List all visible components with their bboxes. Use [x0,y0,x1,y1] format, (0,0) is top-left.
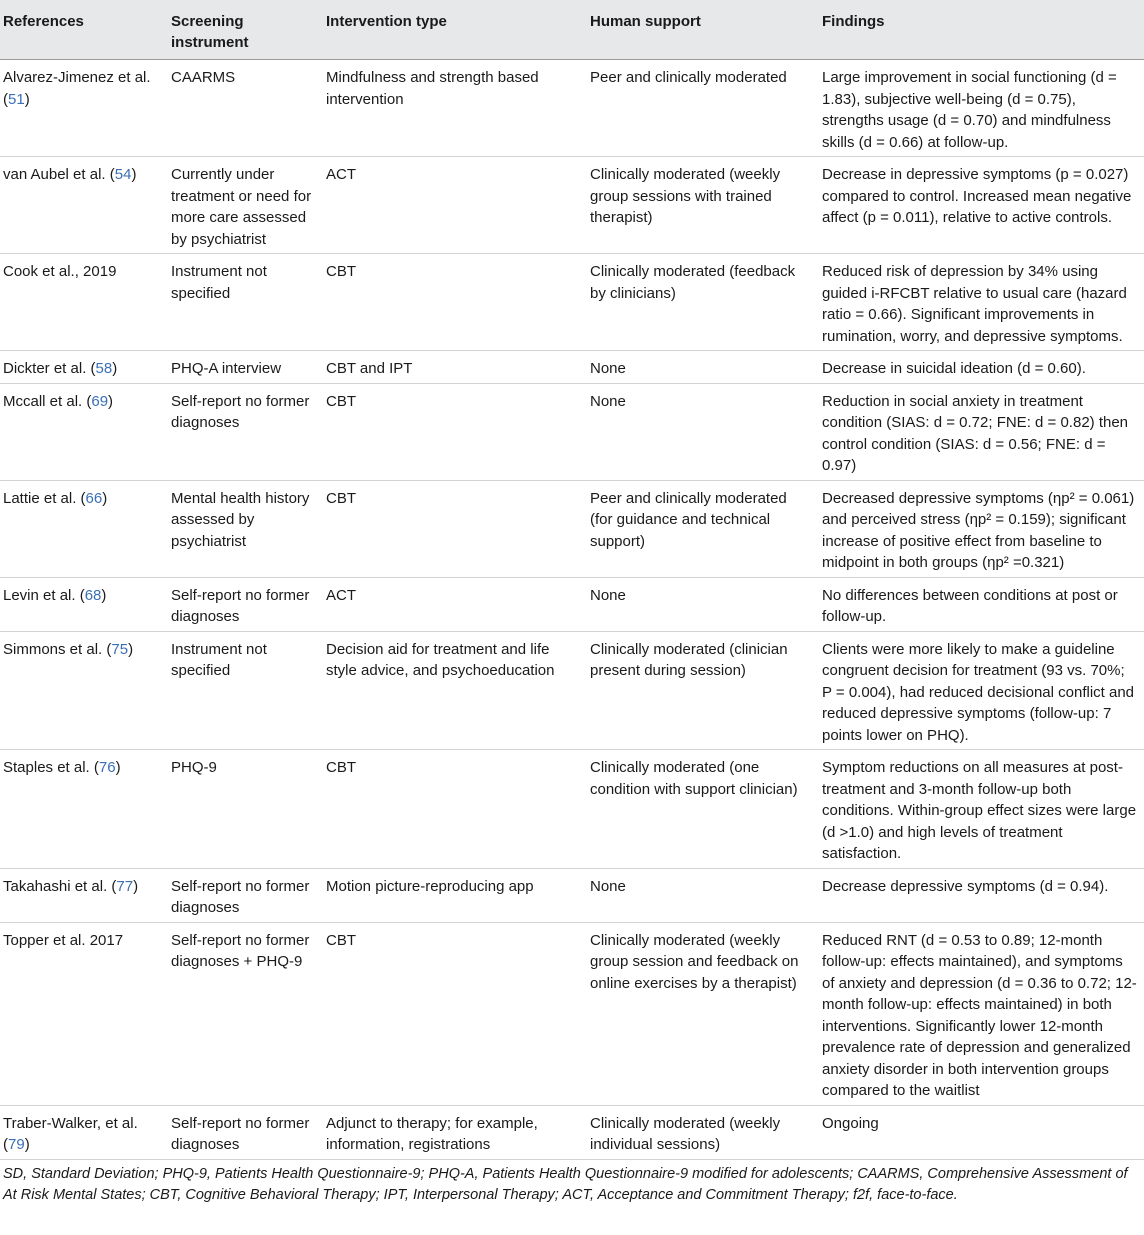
reference-citation-link[interactable]: 68 [84,586,102,604]
reference-close: ) [24,1136,30,1153]
cell-intervention-type: CBT [323,480,587,577]
cell-reference [0,1105,168,1159]
cell-intervention-type: Motion picture-reproducing app [323,868,587,922]
reference-citation-link[interactable]: 77 [116,877,134,895]
reference-close: ) [102,489,108,507]
table-row [0,1105,1144,1159]
reference-citation-link[interactable]: 54 [114,166,132,183]
cell-reference [0,157,168,254]
cell-screening-instrument: Self-report no former diagnoses [168,868,323,922]
cell-human-support: Clinically moderated (clinician present during session) [587,631,819,750]
cell-screening-instrument: Self-report no former diagnoses [168,383,323,480]
reference-text: Traber-Walker, et al. ( [3,1114,138,1153]
reference-text: Dickter et al. ( [3,360,96,377]
cell-findings: Ongoing [819,1105,1144,1159]
reference-text: Takahashi et al. ( [3,877,117,895]
reference-close: ) [24,90,30,108]
reference-text: van Aubel et al. ( [3,166,115,183]
table-row [0,254,1144,351]
reference-text: Topper et al. 2017 [3,931,124,949]
table-row [0,383,1144,480]
cell-findings: No differences between conditions at post or follow-up. [819,577,1144,631]
table-row [0,480,1144,577]
reference-close: ) [115,759,121,776]
cell-intervention-type: ACT [323,577,587,631]
cell-intervention-type: CBT and IPT [323,351,587,384]
cell-findings: Reduced risk of depression by 34% using guided i-RFCBT relative to usual care (hazard ratio = 0.66). Significant improvements in rumination, worry, and depressive symptoms. [819,254,1144,351]
cell-human-support: Peer and clinically moderated [587,60,819,157]
cell-reference [0,351,168,384]
header-human-support: Human support [587,0,819,60]
reference-close: ) [128,640,134,658]
cell-intervention-type: Adjunct to therapy; for example, information, registrations [323,1105,587,1159]
cell-findings: Symptom reductions on all measures at post-treatment and 3-month follow-up both conditions. Within-group effect sizes were large (d >1.0) and high levels of treatment satisfaction. [819,750,1144,869]
cell-reference [0,631,168,750]
cell-human-support: None [587,351,819,384]
reference-citation-link[interactable]: 75 [111,640,129,658]
cell-screening-instrument: Self-report no former diagnoses + PHQ-9 [168,922,323,1105]
reference-close: ) [131,166,137,183]
cell-human-support: None [587,577,819,631]
reference-citation-link[interactable]: 51 [8,90,25,108]
cell-reference [0,480,168,577]
cell-reference [0,750,168,869]
reference-text: Cook et al., 2019 [3,263,117,280]
cell-intervention-type: CBT [323,383,587,480]
table-row [0,60,1144,157]
cell-reference [0,922,168,1105]
reference-text: Simmons et al. ( [3,640,112,658]
reference-citation-link[interactable]: 69 [91,392,109,410]
cell-human-support: Peer and clinically moderated (for guidance and technical support) [587,480,819,577]
reference-text: Lattie et al. ( [3,489,86,507]
cell-intervention-type: Mindfulness and strength based intervention [323,60,587,157]
cell-findings: Decrease depressive symptoms (d = 0.94). [819,868,1144,922]
table-row [0,157,1144,254]
reference-citation-link[interactable]: 76 [98,759,116,776]
cell-reference [0,868,168,922]
cell-screening-instrument: PHQ-A interview [168,351,323,384]
header-screening-instrument: Screening instrument [168,0,323,60]
cell-intervention-type: Decision aid for treatment and life style advice, and psychoeducation [323,631,587,750]
reference-citation-link[interactable]: 66 [85,489,103,507]
reference-close: ) [112,360,118,377]
cell-screening-instrument: Instrument not specified [168,254,323,351]
reference-close: ) [133,877,139,895]
cell-findings: Clients were more likely to make a guideline congruent decision for treatment (93 vs. 70%; P = 0.004), had reduced decisional conflict and reduced depressive symptoms (follow-up: 7 points lower on PHQ). [819,631,1144,750]
cell-human-support: None [587,383,819,480]
cell-findings: Reduced RNT (d = 0.53 to 0.89; 12-month follow-up: effects maintained), and symptoms of anxiety and depression (d = 0.36 to 0.72; 12-month follow-up: effects maintained) in both interventions. Significantly lower 12-month prevalence rate of depression and generalized anxiety disorder in both intervention groups compared to the waitlist [819,922,1144,1105]
reference-text: Staples et al. ( [3,759,99,776]
cell-reference [0,60,168,157]
table-footnote: SD, Standard Deviation; PHQ-9, Patients Health Questionnaire-9; PHQ-A, Patients Health Questionnaire-9 modified for adolescents; CAARMS, Comprehensive Assessment of At Risk Mental States; CBT, Cognitive Behavioral Therapy; IPT, Interpersonal Therapy; ACT, Acceptance and Commitment Therapy; f2f, face-to-face. [3,1165,1128,1203]
table-row [0,351,1144,384]
table-row [0,631,1144,750]
table-row [0,577,1144,631]
reference-citation-link[interactable]: 58 [95,360,113,377]
reference-close: ) [101,586,107,604]
reference-citation-link[interactable]: 79 [8,1136,25,1153]
reference-close: ) [108,392,114,410]
cell-findings: Decrease in suicidal ideation (d = 0.60). [819,351,1144,384]
cell-screening-instrument: PHQ-9 [168,750,323,869]
reference-text: Mccall et al. ( [3,392,92,410]
cell-screening-instrument: Instrument not specified [168,631,323,750]
cell-human-support: Clinically moderated (weekly group session and feedback on online exercises by a therapist) [587,922,819,1105]
cell-human-support: Clinically moderated (weekly individual sessions) [587,1105,819,1159]
reference-text: Levin et al. ( [3,586,85,604]
header-references: References [0,0,168,60]
cell-human-support: Clinically moderated (one condition with support clinician) [587,750,819,869]
table-row [0,922,1144,1105]
cell-human-support: None [587,868,819,922]
cell-human-support: Clinically moderated (weekly group sessions with trained therapist) [587,157,819,254]
cell-screening-instrument: Self-report no former diagnoses [168,1105,323,1159]
cell-findings: Decrease in depressive symptoms (p = 0.027) compared to control. Increased mean negative affect (p = 0.011), relative to active controls. [819,157,1144,254]
cell-screening-instrument: Currently under treatment or need for more care assessed by psychiatrist [168,157,323,254]
cell-reference [0,254,168,351]
cell-intervention-type: CBT [323,750,587,869]
table-body [0,60,1144,1160]
cell-findings: Reduction in social anxiety in treatment condition (SIAS: d = 0.72; FNE: d = 0.82) then control condition (SIAS: d = 0.56; FNE: d = 0.97) [819,383,1144,480]
cell-intervention-type: ACT [323,157,587,254]
cell-intervention-type: CBT [323,922,587,1105]
table-row [0,750,1144,869]
cell-reference [0,383,168,480]
cell-findings: Decreased depressive symptoms (ηp² = 0.061) and perceived stress (ηp² = 0.159); significant increase of positive effect from baseline to midpoint in both groups (ηp² =0.321) [819,480,1144,577]
cell-findings: Large improvement in social functioning (d = 1.83), subjective well-being (d = 0.75), strengths usage (d = 0.70) and mindfulness skills (d = 0.66) at follow-up. [819,60,1144,157]
header-findings: Findings [819,0,1144,60]
cell-screening-instrument: Self-report no former diagnoses [168,577,323,631]
cell-intervention-type: CBT [323,254,587,351]
cell-screening-instrument: Mental health history assessed by psychiatrist [168,480,323,577]
header-intervention-type: Intervention type [323,0,587,60]
reference-text: Alvarez-Jimenez et al. ( [3,69,151,108]
cell-human-support: Clinically moderated (feedback by clinicians) [587,254,819,351]
table-header-row [0,0,1144,60]
cell-screening-instrument: CAARMS [168,60,323,157]
cell-reference [0,577,168,631]
table-row [0,868,1144,922]
